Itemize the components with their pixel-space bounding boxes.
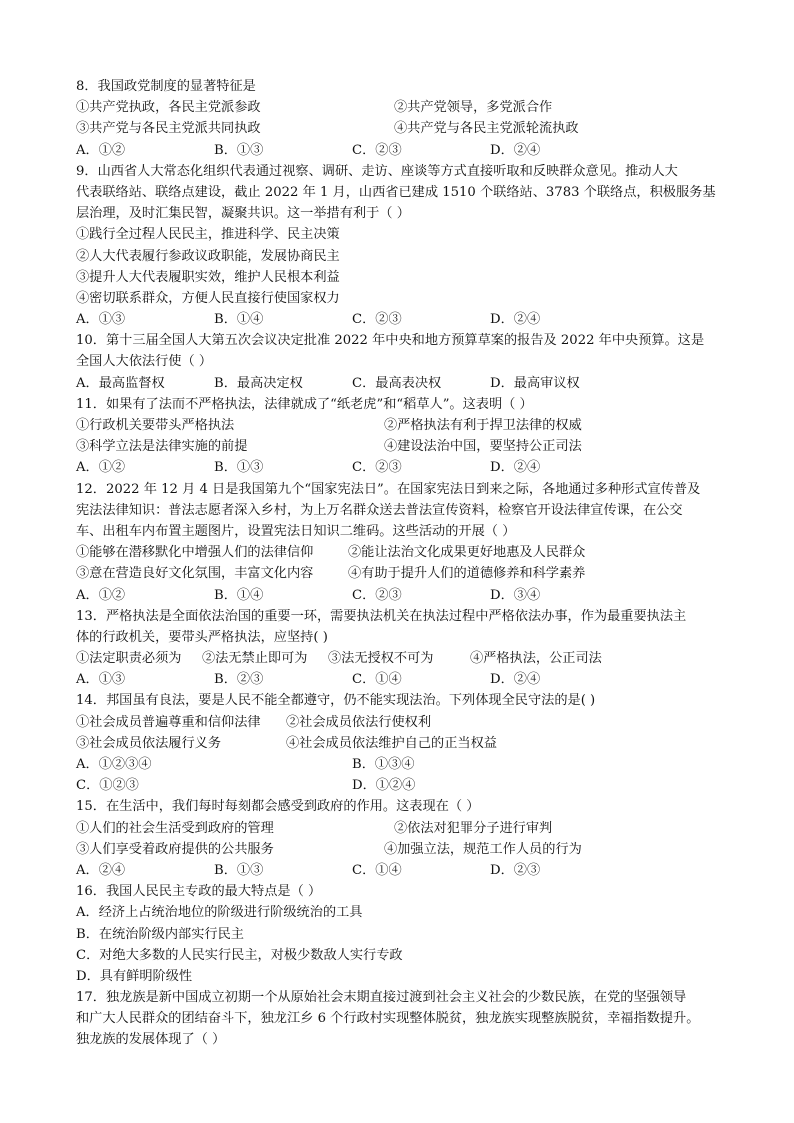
question-stem: 13．严格执法是全面依法治国的重要一环，需要执法机关在执法过程中严格依法办事，作为最重要执法主: [76, 608, 687, 624]
question-stem: 宪法法律知识：普法志愿者深入乡村，为上万名群众送去普法宣传资料，检察官开设法律宣传课，在公交: [76, 502, 683, 518]
option-a[interactable]: A．①②: [76, 142, 126, 158]
option-b[interactable]: B．①④: [214, 312, 264, 328]
options-row: [76, 309, 724, 330]
statement: ①共产党执政，各民主党派参政: [76, 100, 261, 116]
option-a[interactable]: A．最高监督权: [76, 375, 165, 391]
question-stem: 层治理，及时汇集民智，凝聚共识。这一举措有利于（ ）: [76, 206, 410, 222]
question-stem: 代表联络站、联络点建设，截止 2022 年 1 月，山西省已建成 1510 个联络站、3783 个联络点，积极服务基: [76, 184, 716, 200]
question-stem: 17．独龙族是新中国成立初期一个从原始社会末期直接过渡到社会主义社会的少数民族，在党的坚强领导: [76, 990, 687, 1006]
question-stem: 14．邦国虽有良法，要是人民不能全都遵守，仍不能实现法治。下列体现全民守法的是( ): [76, 693, 596, 709]
statement-row: [76, 415, 724, 436]
options-row: [76, 373, 724, 394]
statement-row: [76, 733, 724, 754]
statement: ①人们的社会生活受到政府的管理: [76, 820, 274, 836]
statement: ③科学立法是法律实施的前提: [76, 439, 248, 455]
question-stem: 10．第十三届全国人大第五次会议决定批准 2022 年中央和地方预算草案的报告及 2022 年中央预算。这是: [76, 333, 705, 349]
statement-row: [76, 648, 724, 669]
question-12: [76, 479, 724, 606]
statement-row: [76, 839, 724, 860]
statement: ①社会成员普遍尊重和信仰法律: [76, 714, 261, 730]
question-17: [76, 987, 724, 1051]
question-14: [76, 690, 724, 796]
statement: ②依法对犯罪分子进行审判: [394, 820, 553, 836]
statement: ③提升人大代表履职实效，维护人民根本利益: [76, 269, 340, 285]
option-c[interactable]: C．②③: [352, 460, 402, 476]
option-c[interactable]: C．①②③: [76, 778, 139, 794]
statement: ④建设法治中国，要坚持公正司法: [384, 439, 582, 455]
option-d[interactable]: D．②④: [490, 312, 541, 328]
statement: ②共产党领导，多党派合作: [394, 100, 553, 116]
statement: ①能够在潜移默化中增强人们的法律信仰: [76, 545, 314, 561]
option-d[interactable]: D．②④: [490, 672, 541, 688]
option-b[interactable]: B．最高决定权: [214, 375, 303, 391]
question-8: [76, 76, 724, 161]
statement-row: [76, 712, 724, 733]
option-c[interactable]: C．②③: [352, 587, 402, 603]
question-stem: 独龙族的发展体现了（ ）: [76, 1032, 226, 1048]
statement: ③意在营造良好文化氛围，丰富文化内容: [76, 566, 314, 582]
question-stem: 和广大人民群众的团结奋斗下，独龙江乡 6 个行政村实现整体脱贫，独龙族实现整族脱贫，幸福指数提升。: [76, 1011, 700, 1027]
option-d[interactable]: D．②④: [490, 142, 541, 158]
statement-row: [76, 97, 724, 118]
statement: ②严格执法有利于捍卫法律的权威: [384, 418, 582, 433]
option-b[interactable]: B．①③: [214, 460, 264, 476]
option-a[interactable]: A．①②: [76, 587, 126, 603]
question-stem: 15．在生活中，我们每时每刻都会感受到政府的作用。这表现在（ ）: [76, 799, 480, 815]
statement: ②法无禁止即可为: [202, 651, 308, 667]
option-a[interactable]: A．①③: [76, 312, 126, 328]
option-b[interactable]: B．①③: [214, 142, 264, 158]
option-c[interactable]: C．①④: [352, 672, 402, 688]
option-c[interactable]: C．②③: [352, 312, 402, 328]
statement: ④共产党与各民主党派轮流执政: [394, 121, 579, 137]
statement: ①法定职责必须为: [76, 651, 182, 667]
option-d[interactable]: D．①②④: [352, 778, 416, 794]
option-c[interactable]: C．①④: [352, 862, 402, 878]
option-a[interactable]: A．经济上占统治地位的阶级进行阶级统治的工具: [76, 905, 363, 921]
options-row: [76, 457, 724, 478]
options-row: [76, 860, 724, 881]
options-row: [76, 754, 724, 775]
option-d[interactable]: D．具有鲜明阶级性: [76, 968, 193, 984]
option-a[interactable]: A．①②: [76, 460, 126, 476]
statement-row: [76, 542, 724, 563]
statement: ④加强立法，规范工作人员的行为: [384, 841, 582, 857]
statement: ②能让法治文化成果更好地惠及人民群众: [348, 545, 586, 561]
question-stem: 16．我国人民民主专政的最大特点是（ ）: [76, 884, 322, 900]
statement-row: [76, 563, 724, 584]
question-stem: 11．如果有了法而不严格执法，法律就成了“纸老虎”和“稻草人”。这表明（ ）: [76, 396, 533, 412]
question-stem: 全国人大依法行使（ ）: [76, 354, 213, 370]
option-b[interactable]: B．①④: [214, 587, 264, 603]
option-c[interactable]: C．对绝大多数的人民实行民主，对极少数敌人实行专政: [76, 947, 403, 963]
question-stem: 车、出租车内布置主题图片，设置宪法日知识二维码。这些活动的开展（ ）: [76, 523, 516, 539]
statement: ③人们享受着政府提供的公共服务: [76, 841, 274, 857]
question-9: [76, 161, 724, 331]
statement: ④社会成员依法维护自己的正当权益: [286, 735, 497, 751]
option-b[interactable]: B．①③④: [352, 757, 415, 772]
question-15: [76, 796, 724, 881]
option-b[interactable]: B．①③: [214, 862, 264, 878]
statement: ②人大代表履行参政议政职能，发展协商民主: [76, 248, 340, 264]
statement: ③法无授权不可为: [328, 651, 434, 667]
statement: ④密切联系群众，方便人民直接行使国家权力: [76, 290, 340, 306]
option-c[interactable]: C．最高表决权: [352, 375, 442, 391]
options-row: [76, 585, 724, 606]
question-stem: 体的行政机关，要带头严格执法，应坚持( ): [76, 629, 328, 645]
statement: ②社会成员依法行使权利: [286, 714, 432, 730]
option-a[interactable]: A．②④: [76, 862, 126, 878]
exam-page: [76, 76, 724, 1051]
option-b[interactable]: B．②③: [214, 672, 264, 688]
statement: ①行政机关要带头严格执法: [76, 418, 235, 433]
question-16: [76, 881, 724, 987]
statement-row: [76, 436, 724, 457]
question-10: [76, 330, 724, 394]
statement: ①践行全过程人民民主，推进科学、民主决策: [76, 227, 340, 243]
options-row: [76, 140, 724, 161]
options-row: [76, 669, 724, 690]
question-13: [76, 606, 724, 691]
option-d[interactable]: D．②③: [490, 862, 541, 878]
question-stem: 12．2022 年 12 月 4 日是我国第九个“国家宪法日”。在国家宪法日到来之际，各地通过多种形式宣传普及: [76, 481, 701, 497]
options-row: [76, 775, 724, 796]
option-a[interactable]: A．①②③④: [76, 757, 152, 772]
statement-row: [76, 818, 724, 839]
option-b[interactable]: B．在统治阶级内部实行民主: [76, 926, 244, 942]
option-d[interactable]: D．最高审议权: [490, 375, 580, 391]
option-d[interactable]: D．③④: [490, 587, 541, 603]
question-stem: 8．我国政党制度的显著特征是: [76, 79, 256, 94]
statement: ③社会成员依法履行义务: [76, 735, 222, 751]
statement: ④严格执法，公正司法: [470, 651, 602, 667]
question-11: [76, 394, 724, 479]
option-c[interactable]: C．②③: [352, 142, 402, 158]
question-stem: 9．山西省人大常态化组织代表通过视察、调研、走访、座谈等方式直接听取和反映群众意见。推动人大: [76, 163, 678, 179]
statement: ③共产党与各民主党派共同执政: [76, 121, 261, 137]
option-d[interactable]: D．②④: [490, 460, 541, 476]
statement: ④有助于提升人们的道德修养和科学素养: [348, 566, 586, 582]
option-a[interactable]: A．①③: [76, 672, 126, 688]
statement-row: [76, 118, 724, 139]
